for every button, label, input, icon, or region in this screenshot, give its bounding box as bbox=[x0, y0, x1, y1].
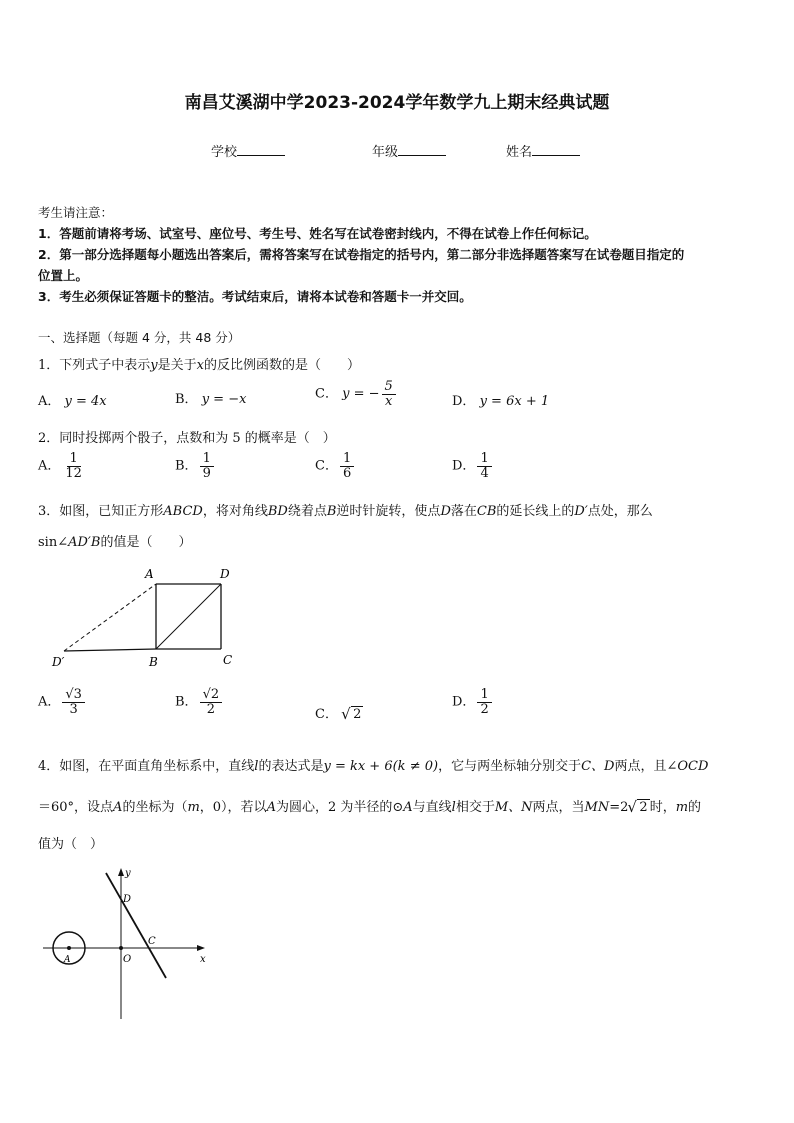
numerator: 1 bbox=[340, 452, 354, 467]
fraction bbox=[200, 688, 223, 716]
grade-blank bbox=[398, 143, 446, 156]
label-d: D bbox=[220, 567, 230, 581]
name-blank bbox=[532, 143, 580, 156]
sqrt bbox=[628, 800, 649, 815]
q3-option-b bbox=[175, 688, 224, 716]
q4-stem-line1 bbox=[38, 755, 708, 774]
q4-text: 4．如图，在平面直角坐标系中，直线 bbox=[38, 759, 255, 774]
q3-text: ，将对角线 bbox=[202, 504, 268, 519]
q4-var: MN bbox=[584, 800, 610, 815]
q3-var: ABCD bbox=[163, 504, 203, 519]
option-label: A． bbox=[38, 458, 61, 474]
q1-stem-text: 是关于 bbox=[157, 358, 197, 373]
x-axis-arrow bbox=[197, 945, 205, 951]
q4-var: l bbox=[451, 800, 456, 815]
label-a: A bbox=[145, 567, 154, 581]
numerator: 5 bbox=[382, 380, 396, 395]
option-label: D． bbox=[452, 458, 476, 474]
option-expr: y = −x bbox=[201, 392, 247, 407]
option-label: A． bbox=[38, 394, 61, 409]
q2-option-a bbox=[38, 452, 87, 480]
option-label: D． bbox=[452, 694, 476, 710]
notice-heading: 考生请注意： bbox=[38, 205, 114, 220]
denominator: 12 bbox=[65, 465, 82, 481]
section-heading: 一、选择题（每题 4 分，共 48 分） bbox=[38, 330, 241, 345]
school-blank bbox=[237, 143, 285, 156]
option-label: C． bbox=[315, 707, 338, 722]
label-o: O bbox=[123, 954, 132, 965]
q4-text: ，0），若以 bbox=[199, 800, 267, 815]
q4-var: l bbox=[254, 759, 259, 774]
q4-text: 时， bbox=[649, 800, 676, 815]
q1-option-c bbox=[315, 380, 398, 408]
fraction bbox=[62, 688, 85, 716]
numerator: 1 bbox=[477, 452, 491, 467]
page-title: 南昌艾溪湖中学2023-2024学年数学九上期末经典试题 bbox=[184, 93, 610, 113]
numerator: 1 bbox=[477, 688, 491, 703]
q2-option-d bbox=[452, 452, 494, 480]
q4-text: 的坐标为（ bbox=[122, 800, 188, 815]
q1-option-a bbox=[38, 390, 107, 409]
q3-text: 绕着点 bbox=[287, 504, 327, 519]
q3-text: 点处，那么 bbox=[587, 504, 653, 519]
q1-stem-text: 1．下列式子中表示 bbox=[38, 358, 151, 373]
q3-var: AD′B bbox=[68, 535, 101, 550]
q3-text: 逆时针旋转，使点 bbox=[336, 504, 441, 519]
option-label: A． bbox=[38, 694, 61, 710]
option-expr: y = 4x bbox=[64, 394, 107, 409]
q3-text: sin∠ bbox=[38, 535, 69, 550]
q4-text: 的 bbox=[688, 800, 702, 815]
q4-var: OCD bbox=[677, 759, 709, 774]
denominator: x bbox=[384, 393, 393, 409]
q4-text: 两点，且∠ bbox=[614, 759, 678, 774]
q4-var: C、D bbox=[581, 759, 615, 774]
q4-text: ，它与两坐标轴分别交于 bbox=[438, 759, 582, 774]
q3-stem bbox=[38, 500, 653, 519]
school-field bbox=[211, 141, 285, 160]
q4-var: m bbox=[675, 800, 689, 815]
option-expr: y = 6x + 1 bbox=[479, 394, 550, 409]
q1-stem bbox=[38, 354, 360, 373]
q4-var: M、N bbox=[494, 800, 533, 815]
option-label: B． bbox=[175, 392, 198, 407]
option-label: C． bbox=[315, 458, 338, 474]
name-label: 姓名 bbox=[506, 145, 533, 160]
q4-expr: y = kx + 6(k ≠ 0) bbox=[323, 759, 439, 774]
q3-text: 3．如图，已知正方形 bbox=[38, 504, 164, 519]
q3-option-a bbox=[38, 688, 87, 716]
denominator: 2 bbox=[480, 701, 489, 717]
option-label: C． bbox=[315, 386, 338, 402]
denominator: 3 bbox=[69, 701, 78, 717]
option-label: D． bbox=[452, 394, 476, 409]
fraction bbox=[382, 380, 396, 408]
q4-var: A bbox=[113, 800, 123, 815]
line-l bbox=[106, 873, 166, 978]
option-expr: y = − bbox=[342, 386, 380, 402]
point-o bbox=[119, 946, 123, 950]
fraction bbox=[477, 452, 491, 480]
label-y: y bbox=[125, 868, 131, 879]
q3-text: 的延长线上的 bbox=[496, 504, 575, 519]
q4-text: ＝60°，设点 bbox=[38, 800, 114, 815]
radicand: 2 bbox=[639, 800, 648, 815]
notice-item-2: 2．第一部分选择题每小题选出答案后，需将答案写在试卷指定的括号内，第二部分非选择题答案写在试卷题目指定的 bbox=[38, 247, 685, 262]
label-x: x bbox=[200, 954, 206, 965]
label-b: B bbox=[149, 655, 158, 669]
notice-item-3: 3．考生必须保证答题卡的整洁。考试结束后，请将本试卷和答题卡一并交回。 bbox=[38, 289, 472, 304]
q2-option-c bbox=[315, 452, 356, 480]
denominator: 6 bbox=[342, 465, 352, 481]
q4-var: m bbox=[187, 800, 200, 815]
point-a bbox=[67, 946, 71, 950]
q3-option-c bbox=[315, 703, 363, 722]
fraction bbox=[200, 452, 214, 480]
q3-stem-line2 bbox=[38, 531, 191, 550]
q3-text: 的值是（ ） bbox=[100, 535, 192, 550]
denominator: 2 bbox=[206, 701, 215, 717]
segment-dpa bbox=[64, 584, 156, 651]
q4-var: A bbox=[403, 800, 413, 815]
q3-var: B bbox=[326, 504, 337, 519]
fraction bbox=[340, 452, 354, 480]
name-field bbox=[506, 141, 580, 160]
q4-text: 两点，当 bbox=[532, 800, 585, 815]
label-d: D bbox=[123, 894, 132, 905]
sqrt bbox=[342, 707, 363, 722]
q4-stem-line3: 值为（ ） bbox=[38, 837, 104, 852]
q3-var: BD bbox=[267, 504, 288, 519]
option-label: B． bbox=[175, 458, 198, 474]
q1-var-y: y bbox=[150, 358, 158, 373]
q3-option-d bbox=[452, 688, 494, 716]
q4-text: =2 bbox=[609, 800, 629, 815]
q1-option-d bbox=[452, 390, 549, 409]
q2-stem: 2．同时投掷两个骰子，点数和为 5 的概率是（ ） bbox=[38, 431, 336, 446]
q3-var: CB bbox=[476, 504, 497, 519]
q4-text: 相交于 bbox=[455, 800, 495, 815]
q1-var-x: x bbox=[196, 358, 204, 373]
y-axis-arrow bbox=[118, 868, 124, 876]
radicand: 2 bbox=[353, 707, 362, 722]
denominator: 4 bbox=[480, 465, 489, 481]
q1-option-b bbox=[175, 388, 246, 407]
q3-var: D bbox=[440, 504, 451, 519]
fraction bbox=[62, 452, 85, 480]
diagonal-bd bbox=[156, 584, 221, 649]
q4-text: 的表达式是 bbox=[258, 759, 324, 774]
q4-text: 为圆心，2 为半径的⊙ bbox=[275, 800, 404, 815]
label-c: C bbox=[223, 653, 233, 667]
school-label: 学校 bbox=[211, 145, 238, 160]
q4-stem-line2 bbox=[38, 796, 701, 815]
numerator: 1 bbox=[200, 452, 214, 467]
option-label: B． bbox=[175, 694, 198, 710]
q3-text: 落在 bbox=[450, 504, 477, 519]
fraction bbox=[477, 688, 491, 716]
segment-dpb bbox=[64, 649, 156, 651]
q4-var: A bbox=[266, 800, 276, 815]
label-c: C bbox=[148, 936, 156, 947]
q3-var: D′ bbox=[574, 504, 588, 519]
denominator: 9 bbox=[202, 465, 211, 481]
grade-label: 年级 bbox=[372, 145, 399, 160]
numerator: 1 bbox=[67, 452, 81, 467]
grade-field bbox=[372, 141, 446, 160]
q4-coordinate-figure bbox=[40, 862, 215, 1022]
notice-item-1: 1．答题前请将考场、试室号、座位号、考生号、姓名写在试卷密封线内，不得在试卷上作任何标记。 bbox=[38, 226, 597, 241]
q2-option-b bbox=[175, 452, 216, 480]
q3-square-figure bbox=[45, 560, 245, 675]
numerator: √3 bbox=[62, 688, 85, 703]
label-d-prime: D′ bbox=[52, 655, 65, 669]
label-a: A bbox=[64, 955, 71, 965]
numerator: √2 bbox=[200, 688, 223, 703]
q4-text: 与直线 bbox=[412, 800, 452, 815]
notice-item-2-cont: 位置上。 bbox=[38, 268, 89, 283]
q1-stem-text: 的反比例函数的是（ ） bbox=[204, 358, 361, 373]
